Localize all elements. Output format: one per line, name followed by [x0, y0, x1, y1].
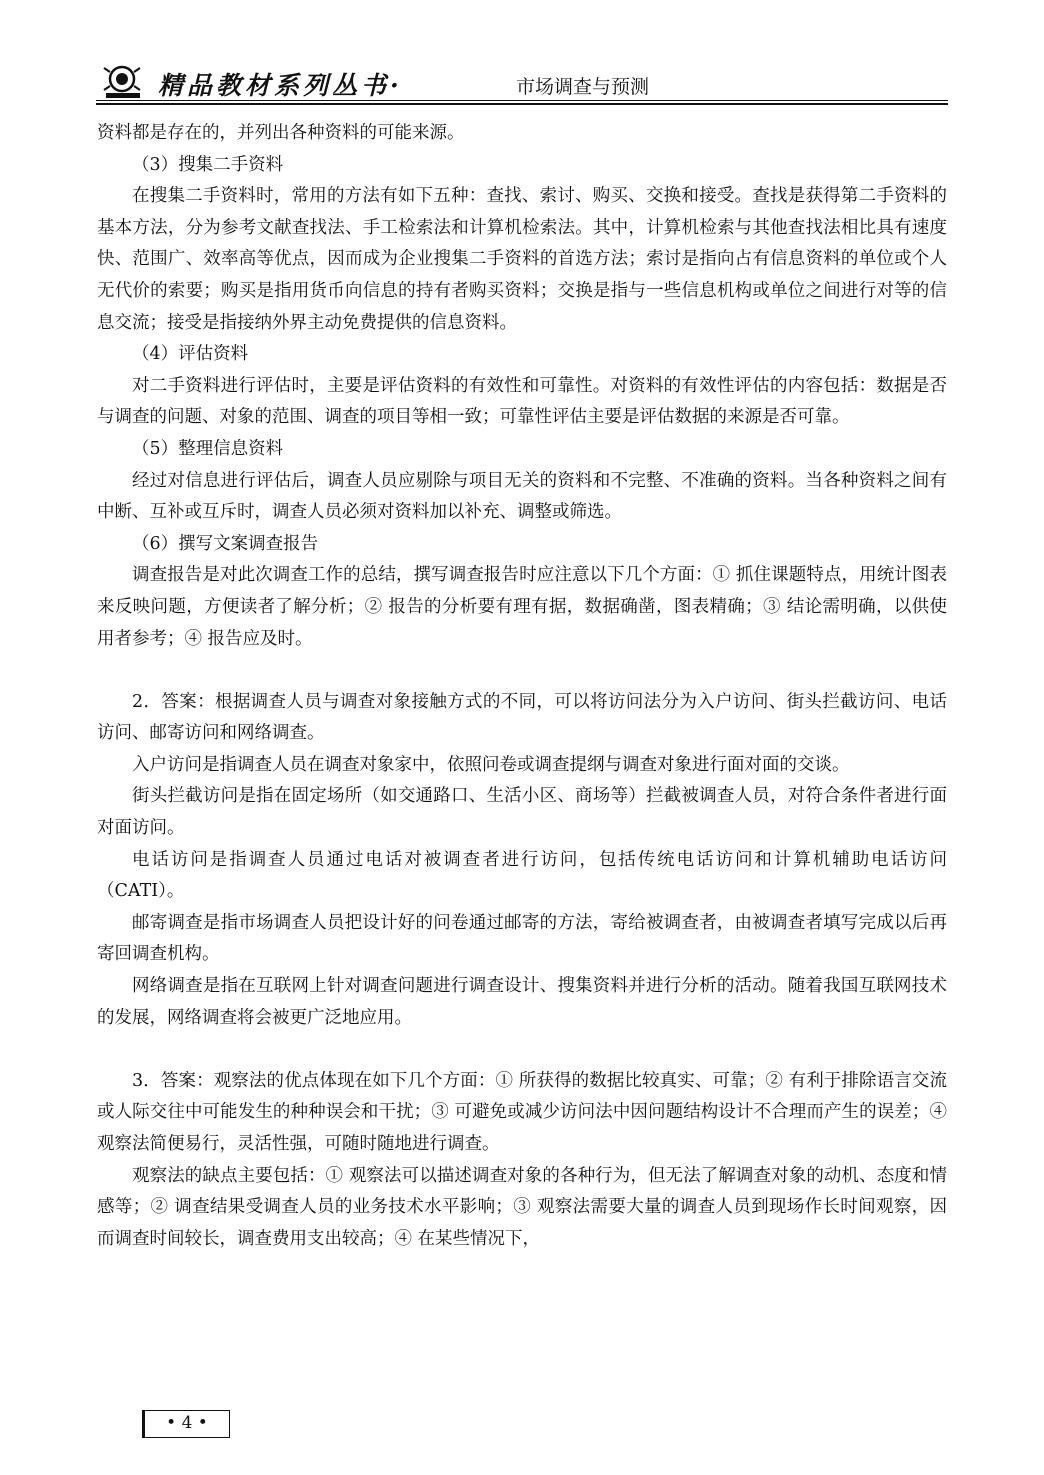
page-header — [96, 60, 948, 102]
paragraph: 2．答案：根据调查人员与调查对象接触方式的不同，可以将访问法分为入户访问、街头拦截访问、电话访问、邮寄访问和网络调查。 — [97, 691, 947, 744]
body-text — [97, 118, 947, 1255]
section-subheading: （6）撰写文案调查报告 — [132, 533, 319, 554]
section-subheading: （3）搜集二手资料 — [132, 154, 284, 175]
paragraph: 3．答案：观察法的优点体现在如下几个方面：① 所获得的数据比较真实、可靠；② 有利于排除语言交流或人际交往中可能发生的种种误会和干扰；③ 可避免或减少访问法中因问题结构设计不合理而产生的误差；④ 观察法简便易行，灵活性强，可随时随地进行调查。 — [97, 1070, 947, 1154]
paragraph: 资料都是存在的，并列出各种资料的可能来源。 — [97, 123, 465, 143]
page-number: • 4 • — [166, 1413, 208, 1433]
publisher-logo-icon — [102, 62, 146, 100]
paragraph: 调查报告是对此次调查工作的总结，撰写调查报告时应注意以下几个方面：① 抓住课题特点，用统计图表来反映问题，方便读者了解分析；② 报告的分析要有理有据，数据确凿，图表精确；③ 结论需明确，以供使用者参考；④ 报告应及时。 — [97, 565, 947, 649]
paragraph: 网络调查是指在互联网上针对调查问题进行调查设计、搜集资料并进行分析的活动。随着我国互联网技术的发展，网络调查将会被更广泛地应用。 — [97, 976, 947, 1028]
paragraph-spacer — [97, 655, 947, 687]
paragraph: 邮寄调查是指市场调查人员把设计好的问卷通过邮寄的方法，寄给被调查者，由被调查者填写完成以后再寄回调查机构。 — [97, 912, 947, 965]
section-subheading: （4）评估资料 — [132, 344, 249, 365]
paragraph: 入户访问是指调查人员在调查对象家中，依照问卷或调查提纲与调查对象进行面对面的交谈。 — [132, 754, 850, 775]
paragraph: 经过对信息进行评估后，调查人员应剔除与项目无关的资料和不完整、不准确的资料。当各种资料之间有中断、互补或互斥时，调查人员必须对资料加以补充、调整或筛选。 — [97, 470, 947, 523]
book-title: 市场调查与预测 — [516, 76, 650, 98]
paragraph: 观察法的缺点主要包括：① 观察法可以描述调查对象的各种行为，但无法了解调查对象的动机、态度和情感等；② 调查结果受调查人员的业务技术水平影响；③ 观察法需要大量的调查人员到现场作长时间观察，因而调查时间较长，调查费用支出较高；④ 在某些情况下， — [97, 1165, 947, 1249]
paragraph: 街头拦截访问是指在固定场所（如交通路口、生活小区、商场等）拦截被调查人员，对符合条件者进行面对面访问。 — [97, 786, 947, 839]
paragraph: 对二手资料进行评估时，主要是评估资料的有效性和可靠性。对资料的有效性评估的内容包括：数据是否与调查的问题、对象的范围、调查的项目等相一致；可靠性评估主要是评估数据的来源是否可靠。 — [97, 375, 947, 428]
page-footer — [136, 1410, 228, 1438]
paragraph-spacer — [97, 1034, 947, 1066]
series-title: 精品教材系列丛书· — [158, 71, 403, 100]
paragraph: 电话访问是指调查人员通过电话对被调查者进行访问，包括传统电话访问和计算机辅助电话访问（CATI）。 — [97, 849, 947, 902]
header-divider-thick — [96, 103, 948, 105]
section-subheading: （5）整理信息资料 — [132, 438, 284, 459]
paragraph: 在搜集二手资料时，常用的方法有如下五种：查找、索讨、购买、交换和接受。查找是获得第二手资料的基本方法，分为参考文献查找法、手工检索法和计算机检索法。其中，计算机检索与其他查找法相比具有速度快、范围广、效率高等优点，因而成为企业搜集二手资料的首选方法；索讨是指向占有信息资料的单位或个人无代价的索要；购买是指用货币向信息的持有者购买资料；交换是指与一些信息机构或单位之间进行对等的信息交流；接受是指接纳外界主动免费提供的信息资料。 — [97, 186, 947, 333]
header-divider-thin — [96, 100, 948, 101]
page-number-box — [142, 1410, 230, 1438]
